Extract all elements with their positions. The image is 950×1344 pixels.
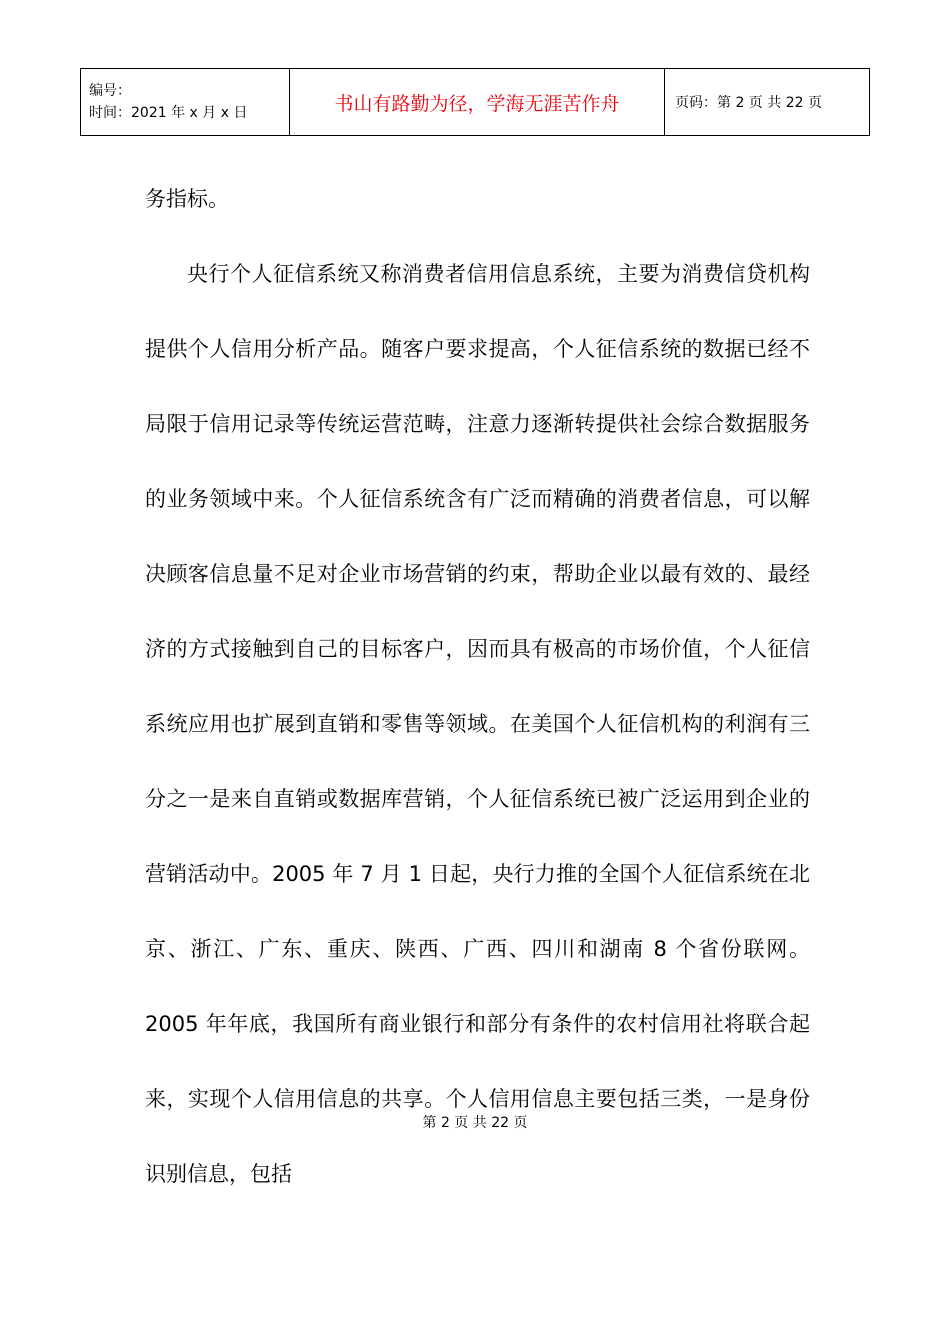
document-header bbox=[80, 68, 870, 136]
document-number-label: 编号： bbox=[89, 83, 131, 99]
page-footer: 第 2 页 共 22 页 bbox=[422, 1115, 528, 1131]
header-motto-cell bbox=[290, 69, 665, 136]
header-meta-cell bbox=[81, 69, 290, 136]
header-page-code: 页码：第 2 页 共 22 页 bbox=[675, 95, 822, 111]
document-date-label: 时间：2021 年 x 月 x 日 bbox=[89, 105, 248, 121]
body-paragraph: 务指标。 bbox=[145, 187, 229, 211]
document-body bbox=[145, 162, 810, 1212]
header-page-cell bbox=[665, 69, 870, 136]
body-paragraph: 央行个人征信系统又称消费者信用信息系统，主要为消费信贷机构提供个人信用分析产品。随客户要求提高，个人征信系统的数据已经不局限于信用记录等传统运营范畴，注意力逐渐转提供社会综合数据服务的业务领域中来。个人征信系统含有广泛而精确的消费者信息，可以解决顾客信息量不足对企业市场营销的约束，帮助企业以最有效的、最经济的方式接触到自己的目标客户，因而具有极高的市场价值，个人征信系统应用也扩展到直销和零售等领域。在美国个人征信机构的利润有三分之一是来自直销或数据库营销，个人征信系统已被广泛运用到企业的营销活动中。2005 年 7 月 1 日起，央行力推的全国个人征信系统在北京、浙江、广东、重庆、陕西、广西、四川和湖南 8 个省份联网。2005 年年底，我国所有商业银行和部分有条件的农村信用社将联合起来，实现个人信用信息的共享。个人信用信息主要包括三类，一是身份识别信息，包括 bbox=[145, 262, 810, 1186]
header-motto: 书山有路勤为径，学海无涯苦作舟 bbox=[334, 92, 620, 115]
